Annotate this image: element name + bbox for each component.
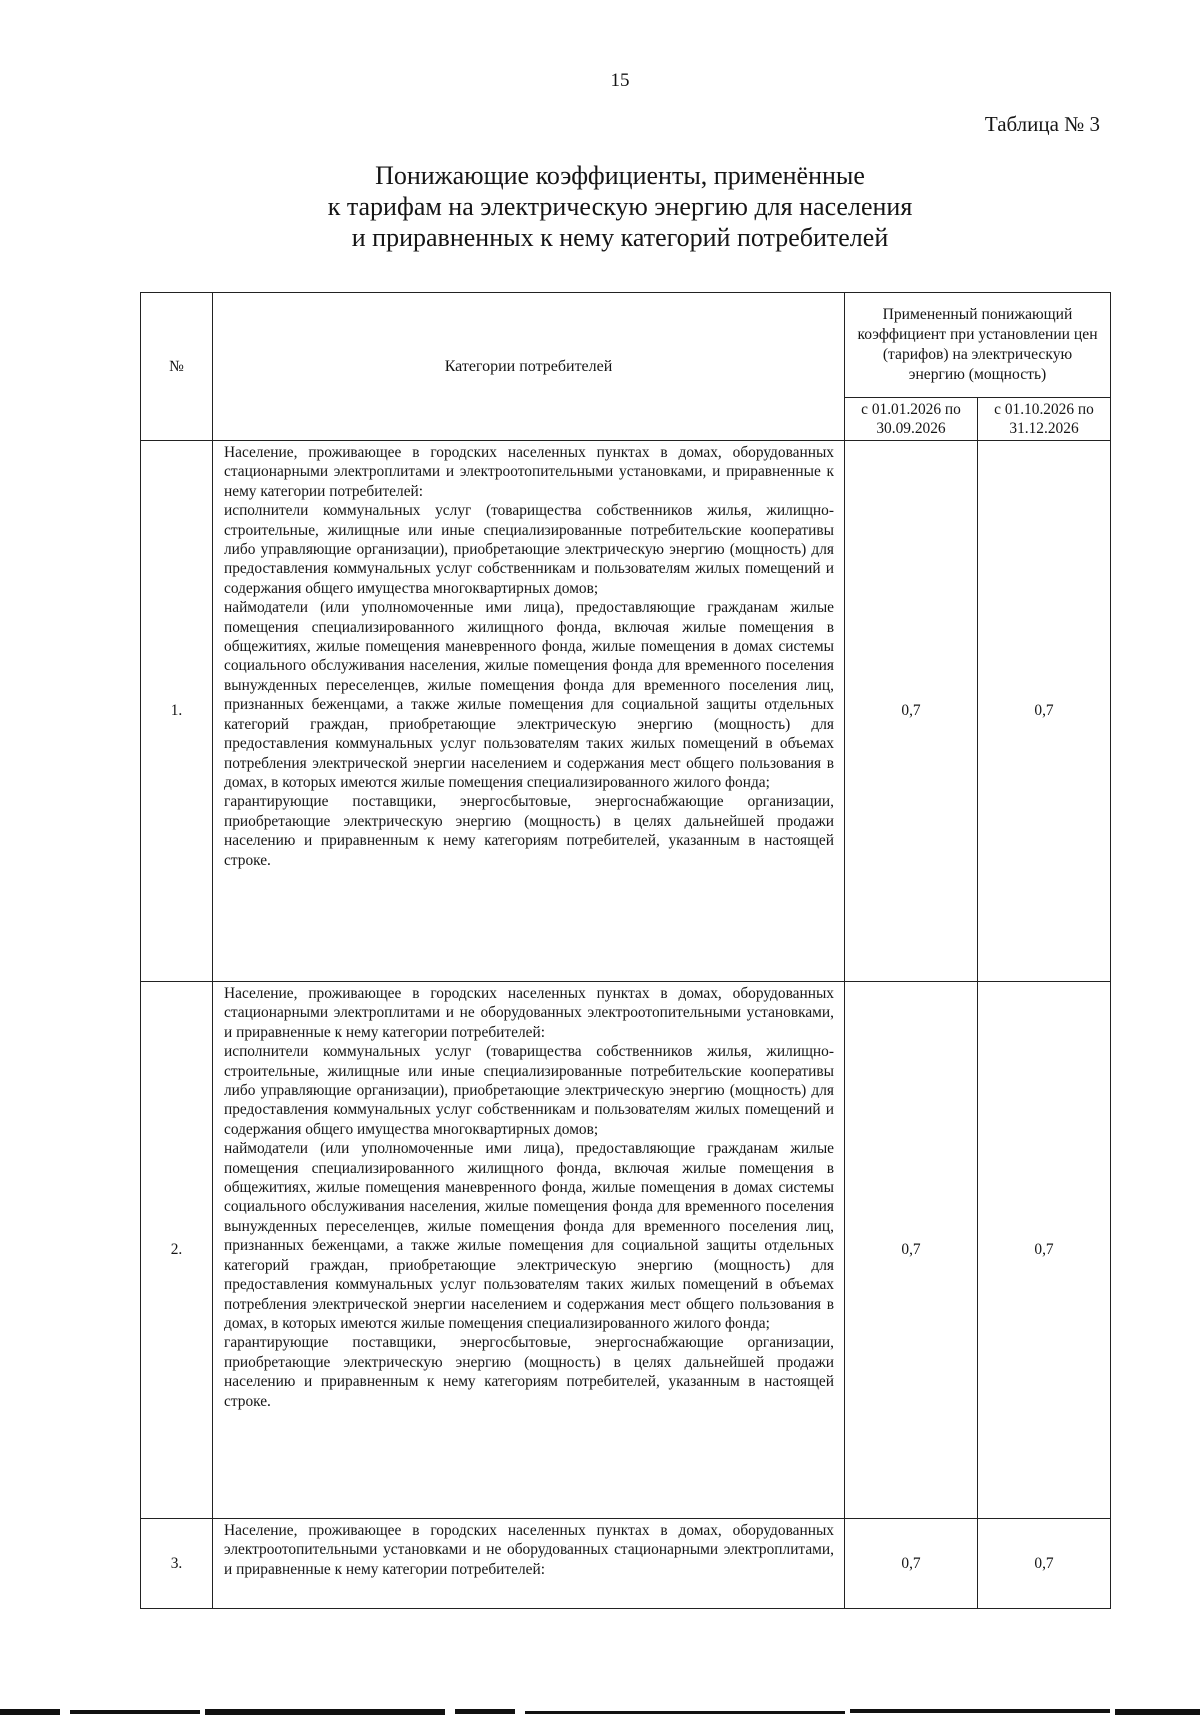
header-period-2: с 01.10.2026 по 31.12.2026 — [978, 398, 1111, 441]
document-title — [0, 160, 1200, 253]
row-number: 3. — [141, 1519, 213, 1609]
row-coef-period-2: 0,7 — [978, 982, 1111, 1519]
category-paragraph: исполнители коммунальных услуг (товарищества собственников жилья, жилищно-строительные, жилищные или иные специализированные потребительские кооперативы либо управляющие организации), приобретающие электрическую энергию (мощность) для предоставления коммунальных услуг собственникам и пользователям жилых помещений и содержания общего имущества многоквартирных домов; — [224, 1043, 834, 1138]
row-category — [213, 1519, 845, 1609]
row-number: 2. — [141, 982, 213, 1519]
row-coef-period-1: 0,7 — [845, 982, 978, 1519]
category-paragraph: Население, проживающее в городских населенных пунктах в домах, оборудованных стационарными электроплитами и электроотопительными установками, и приравненные к нему категории потребителей: — [224, 444, 834, 500]
table-row — [141, 1519, 1111, 1609]
header-number: № — [141, 293, 213, 441]
category-paragraph: наймодатели (или уполномоченные ими лица), предоставляющие гражданам жилые помещения специализированного жилищного фонда, включая жилые помещения в общежитиях, жилые помещения маневренного фонда, жилые помещения в домах системы социального обслуживания населения, жилые помещения фонда для временного поселения вынужденных переселенцев, жилые помещения фонда для временного поселения лиц, признанных беженцами, а также жилые помещения для социальной защиты отдельных категорий граждан, приобретающие электрическую энергию (мощность) для предоставления коммунальных услуг пользователям таких жилых помещений в объемах потребления электрической энергии населением и содержания мест общего пользования в домах, в которых имеются жилые помещения специализированного жилого фонда; — [224, 1140, 834, 1332]
row-coef-period-1: 0,7 — [845, 1519, 978, 1609]
row-category — [213, 982, 845, 1519]
category-paragraph: Население, проживающее в городских населенных пунктах в домах, оборудованных электроотопительными установками и не оборудованных стационарными электроплитами, и приравненные к нему категории потребителей: — [224, 1522, 834, 1578]
category-paragraph: исполнители коммунальных услуг (товарищества собственников жилья, жилищно-строительные, жилищные или иные специализированные потребительские кооперативы либо управляющие организации), приобретающие электрическую энергию (мощность) для предоставления коммунальных услуг собственникам и пользователям жилых помещений и содержания общего имущества многоквартирных домов; — [224, 502, 834, 597]
row-number: 1. — [141, 441, 213, 982]
scan-edge-bar — [0, 1709, 1200, 1715]
table-row — [141, 441, 1111, 982]
row-coef-period-2: 0,7 — [978, 1519, 1111, 1609]
title-line: и приравненных к нему категорий потребителей — [351, 223, 889, 252]
category-paragraph: гарантирующие поставщики, энергосбытовые, энергоснабжающие организации, приобретающие электрическую энергию (мощность) в целях дальнейшей продажи населению и приравненным к нему категориям потребителей, указанным в настоящей строке. — [224, 1334, 834, 1410]
category-paragraph: гарантирующие поставщики, энергосбытовые, энергоснабжающие организации, приобретающие электрическую энергию (мощность) в целях дальнейшей продажи населению и приравненным к нему категориям потребителей, указанным в настоящей строке. — [224, 793, 834, 869]
title-line: Понижающие коэффициенты, применённые — [375, 161, 865, 190]
table-row — [141, 982, 1111, 1519]
page-number: 15 — [610, 70, 630, 91]
header-coefficient: Примененный понижающий коэффициент при установлении цен (тарифов) на электрическую энергию (мощность) — [845, 293, 1111, 398]
table-label: Таблица № 3 — [984, 112, 1100, 136]
row-coef-period-2: 0,7 — [978, 441, 1111, 982]
table-header-row — [141, 293, 1111, 398]
category-paragraph: Население, проживающее в городских населенных пунктах в домах, оборудованных стационарными электроплитами и не оборудованных электроотопительными установками, и приравненные к нему категории потребителей: — [224, 985, 834, 1041]
row-coef-period-1: 0,7 — [845, 441, 978, 982]
title-line: к тарифам на электрическую энергию для населения — [327, 192, 913, 221]
coefficients-table — [140, 292, 1111, 1609]
row-category — [213, 441, 845, 982]
header-period-1: с 01.01.2026 по 30.09.2026 — [845, 398, 978, 441]
category-paragraph: наймодатели (или уполномоченные ими лица), предоставляющие гражданам жилые помещения специализированного жилищного фонда, включая жилые помещения в общежитиях, жилые помещения маневренного фонда, жилые помещения в домах системы социального обслуживания населения, жилые помещения фонда для временного поселения вынужденных переселенцев, жилые помещения фонда для временного поселения лиц, признанных беженцами, а также жилые помещения для социальной защиты отдельных категорий граждан, приобретающие электрическую энергию (мощность) для предоставления коммунальных услуг пользователям таких жилых помещений в объемах потребления электрической энергии населением и содержания мест общего пользования в домах, в которых имеются жилые помещения специализированного жилого фонда; — [224, 599, 834, 791]
header-category: Категории потребителей — [213, 293, 845, 441]
